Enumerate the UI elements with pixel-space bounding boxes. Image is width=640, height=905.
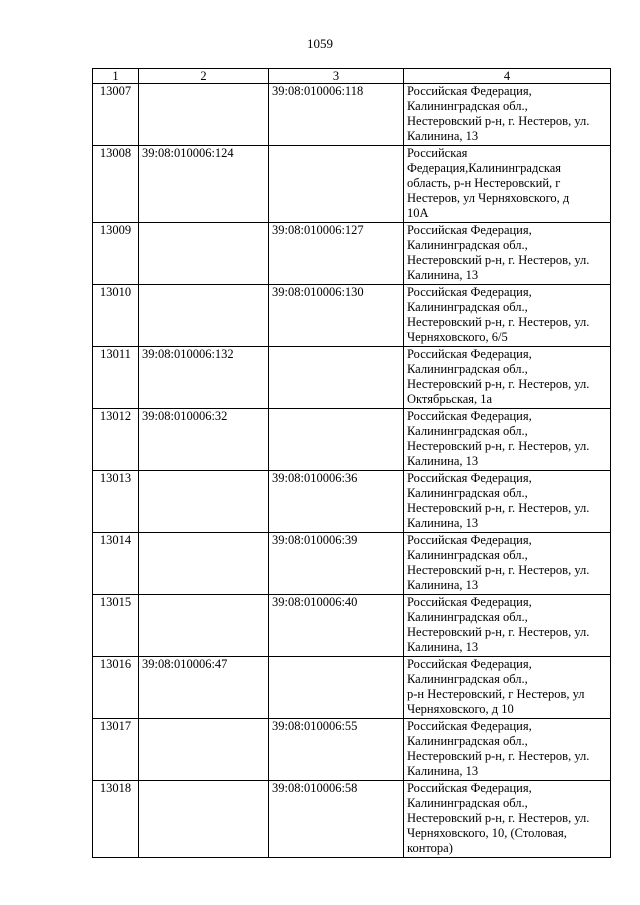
address-line: Нестеровский р-н, г. Нестеров, ул. xyxy=(407,377,590,391)
table-row xyxy=(93,223,611,285)
column-header-2: 2 xyxy=(139,69,269,84)
cadastral-number-col2 xyxy=(139,285,269,347)
table-row xyxy=(93,781,611,858)
address-line: Калинина, 13 xyxy=(407,764,479,778)
address-line: Калининградская обл., xyxy=(407,424,528,438)
address-line: 10А xyxy=(407,206,429,220)
cadastral-number-col2: 39:08:010006:124 xyxy=(139,146,269,223)
address-line: Российская Федерация, xyxy=(407,781,532,795)
row-number: 13016 xyxy=(93,657,139,719)
cadastral-number-col2 xyxy=(139,84,269,146)
address-line: Российская Федерация, xyxy=(407,84,532,98)
address-line: Октябрьская, 1а xyxy=(407,392,493,406)
address-cell xyxy=(404,285,611,347)
address-line: Калинина, 13 xyxy=(407,129,479,143)
address-cell xyxy=(404,657,611,719)
address-line: Российская xyxy=(407,146,468,160)
address-line: Черняховского, 6/5 xyxy=(407,330,508,344)
column-header-3: 3 xyxy=(269,69,404,84)
address-line: Российская Федерация, xyxy=(407,285,532,299)
address-cell xyxy=(404,533,611,595)
table-row xyxy=(93,533,611,595)
address-cell xyxy=(404,471,611,533)
cadastral-number-col3 xyxy=(269,146,404,223)
table-row xyxy=(93,719,611,781)
address-cell xyxy=(404,409,611,471)
address-line: Калининградская обл., xyxy=(407,99,528,113)
address-line: Калининградская обл., xyxy=(407,486,528,500)
cadastral-number-col2: 39:08:010006:32 xyxy=(139,409,269,471)
cadastral-number-col2 xyxy=(139,595,269,657)
address-line: Российская Федерация, xyxy=(407,409,532,423)
row-number: 13011 xyxy=(93,347,139,409)
table-row xyxy=(93,409,611,471)
address-line: Нестеровский р-н, г. Нестеров, ул. xyxy=(407,563,590,577)
address-line: Калининградская обл., xyxy=(407,796,528,810)
page-number: 1059 xyxy=(307,36,333,51)
address-line: Нестеровский р-н, г. Нестеров, ул. xyxy=(407,114,590,128)
cadastral-number-col3 xyxy=(269,657,404,719)
address-line: Нестеровский р-н, г. Нестеров, ул. xyxy=(407,501,590,515)
address-line: Российская Федерация, xyxy=(407,719,532,733)
cadastral-number-col2 xyxy=(139,719,269,781)
address-line: контора) xyxy=(407,841,453,855)
address-line: Российская Федерация, xyxy=(407,595,532,609)
address-cell xyxy=(404,781,611,858)
address-line: Калинина, 13 xyxy=(407,578,479,592)
address-line: Российская Федерация, xyxy=(407,657,532,671)
address-line: Калининградская обл., xyxy=(407,610,528,624)
table-header xyxy=(93,69,611,84)
registry-table xyxy=(92,68,611,858)
row-number: 13008 xyxy=(93,146,139,223)
table-row xyxy=(93,146,611,223)
table-row xyxy=(93,84,611,146)
table-row xyxy=(93,285,611,347)
address-line: Российская Федерация, xyxy=(407,223,532,237)
row-number: 13018 xyxy=(93,781,139,858)
address-line: область, р-н Нестеровский, г xyxy=(407,176,561,190)
column-header-4: 4 xyxy=(404,69,611,84)
table-row xyxy=(93,595,611,657)
row-number: 13009 xyxy=(93,223,139,285)
address-line: Нестеровский р-н, г. Нестеров, ул. xyxy=(407,625,590,639)
cadastral-number-col2 xyxy=(139,781,269,858)
address-line: Калининградская обл., xyxy=(407,362,528,376)
cadastral-number-col3: 39:08:010006:39 xyxy=(269,533,404,595)
address-line: Российская Федерация, xyxy=(407,347,532,361)
address-line: Нестеровский р-н, г. Нестеров, ул. xyxy=(407,253,590,267)
address-line: Калининградская обл., xyxy=(407,300,528,314)
cadastral-number-col3: 39:08:010006:118 xyxy=(269,84,404,146)
cadastral-number-col2 xyxy=(139,471,269,533)
address-line: Калинина, 13 xyxy=(407,516,479,530)
cadastral-number-col3: 39:08:010006:130 xyxy=(269,285,404,347)
cadastral-number-col3 xyxy=(269,347,404,409)
address-cell xyxy=(404,84,611,146)
table-row xyxy=(93,471,611,533)
address-line: Нестеровский р-н, г. Нестеров, ул. xyxy=(407,315,590,329)
address-cell xyxy=(404,719,611,781)
address-line: Нестеровский р-н, г. Нестеров, ул. xyxy=(407,439,590,453)
table-row xyxy=(93,347,611,409)
cadastral-number-col3: 39:08:010006:36 xyxy=(269,471,404,533)
address-line: Черняховского, 10, (Столовая, xyxy=(407,826,567,840)
cadastral-number-col3: 39:08:010006:58 xyxy=(269,781,404,858)
row-number: 13012 xyxy=(93,409,139,471)
row-number: 13013 xyxy=(93,471,139,533)
address-line: Нестеровский р-н, г. Нестеров, ул. xyxy=(407,811,590,825)
table-body xyxy=(93,84,611,858)
address-line: Черняховского, д 10 xyxy=(407,702,514,716)
address-line: Российская Федерация, xyxy=(407,533,532,547)
row-number: 13007 xyxy=(93,84,139,146)
address-line: Нестеров, ул Черняховского, д xyxy=(407,191,570,205)
address-line: Российская Федерация, xyxy=(407,471,532,485)
row-number: 13014 xyxy=(93,533,139,595)
address-line: Калинина, 13 xyxy=(407,268,479,282)
address-cell xyxy=(404,595,611,657)
cadastral-number-col3: 39:08:010006:127 xyxy=(269,223,404,285)
address-cell xyxy=(404,347,611,409)
address-line: Калининградская обл., xyxy=(407,672,528,686)
cadastral-number-col2: 39:08:010006:47 xyxy=(139,657,269,719)
row-number: 13017 xyxy=(93,719,139,781)
cadastral-number-col3: 39:08:010006:55 xyxy=(269,719,404,781)
cadastral-number-col3: 39:08:010006:40 xyxy=(269,595,404,657)
cadastral-number-col2 xyxy=(139,533,269,595)
address-line: Федерация,Калининградская xyxy=(407,161,562,175)
address-line: Калинина, 13 xyxy=(407,640,479,654)
address-line: р-н Нестеровский, г Нестеров, ул xyxy=(407,687,585,701)
cadastral-number-col2: 39:08:010006:132 xyxy=(139,347,269,409)
address-line: Калининградская обл., xyxy=(407,548,528,562)
row-number: 13010 xyxy=(93,285,139,347)
header-row xyxy=(93,69,611,84)
address-cell xyxy=(404,146,611,223)
address-line: Калининградская обл., xyxy=(407,734,528,748)
address-line: Нестеровский р-н, г. Нестеров, ул. xyxy=(407,749,590,763)
row-number: 13015 xyxy=(93,595,139,657)
cadastral-number-col2 xyxy=(139,223,269,285)
address-line: Калинина, 13 xyxy=(407,454,479,468)
cadastral-number-col3 xyxy=(269,409,404,471)
address-cell xyxy=(404,223,611,285)
column-header-1: 1 xyxy=(93,69,139,84)
address-line: Калининградская обл., xyxy=(407,238,528,252)
table-row xyxy=(93,657,611,719)
